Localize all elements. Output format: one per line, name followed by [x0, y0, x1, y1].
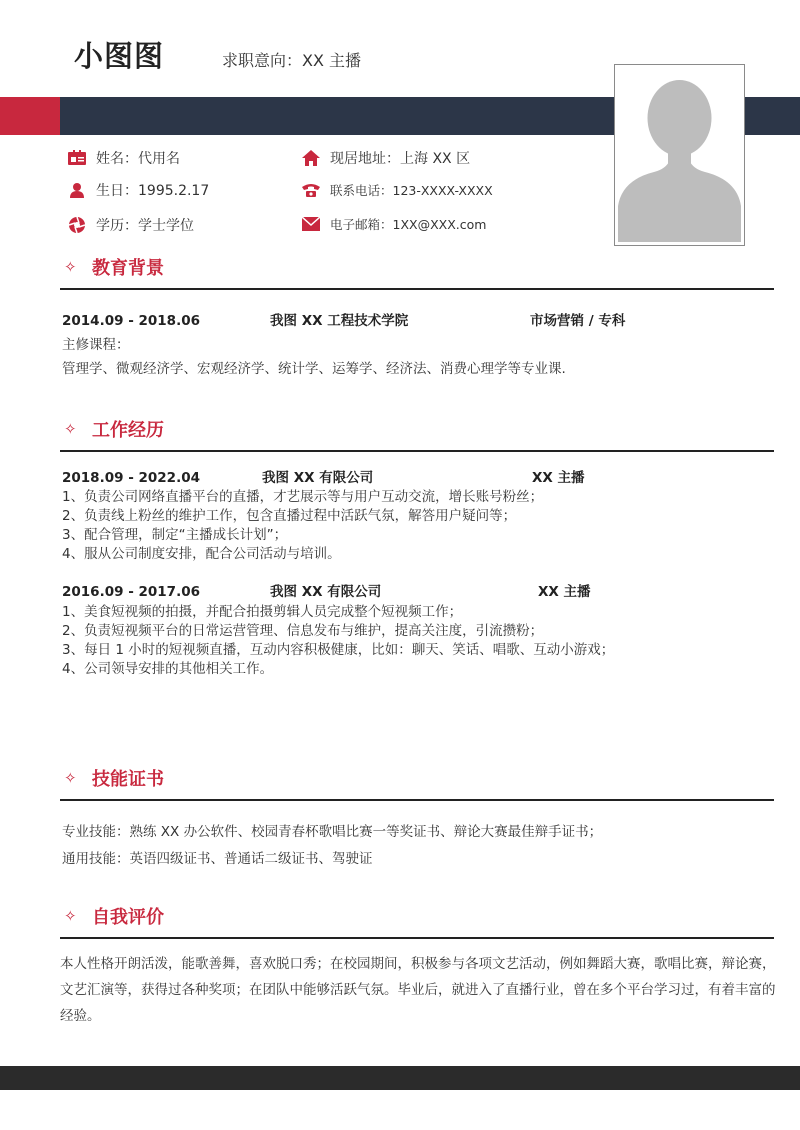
work-role: XX 主播 [532, 470, 585, 486]
work-period: 2018.09 - 2022.04 [62, 470, 200, 486]
info-birthday-text: 生日：1995.2.17 [96, 183, 210, 199]
section-title: 工作经历 [92, 420, 164, 441]
education-major: 市场营销 / 专科 [530, 313, 626, 329]
diamond-star-icon: ✧ [64, 420, 77, 438]
work-role: XX 主播 [538, 584, 591, 600]
work-duty: 2、负责线上粉丝的维护工作，包含直播过程中活跃气氛，解答用户疑问等； [62, 508, 517, 524]
person-icon [66, 181, 88, 199]
telephone-icon [300, 181, 322, 199]
section-education-header [60, 254, 774, 290]
work-company: 我图 XX 有限公司 [262, 470, 374, 486]
job-objective: 求职意向：XX 主播 [222, 51, 362, 70]
profile-photo [614, 64, 745, 246]
info-education [66, 215, 194, 235]
header-accent-bar [0, 97, 60, 135]
work-duty: 1、美食短视频的拍摄，并配合拍摄剪辑人员完成整个短视频工作； [62, 604, 463, 620]
info-phone-text: 联系电话：123-XXXX-XXXX [330, 183, 493, 198]
section-work-header [60, 416, 774, 452]
section-title: 技能证书 [92, 769, 164, 790]
section-skills-header [60, 765, 774, 801]
info-birthday [66, 180, 209, 200]
info-education-text: 学历：学士学位 [96, 218, 194, 234]
id-card-icon [66, 149, 88, 167]
work-duty: 3、每日 1 小时的短视频直播，互动内容积极健康，比如：聊天、笑话、唱歌、互动小游戏； [62, 642, 615, 658]
work-duty: 1、负责公司网络直播平台的直播，才艺展示等与用户互动交流，增长账号粉丝； [62, 489, 544, 505]
home-icon [300, 149, 322, 167]
work-duty: 3、配合管理，制定“主播成长计划”； [62, 527, 288, 543]
courses-list: 管理学、微观经济学、宏观经济学、统计学、运筹学、经济法、消费心理学等专业课. [62, 361, 566, 377]
work-duty: 4、服从公司制度安排，配合公司活动与培训。 [62, 546, 341, 562]
education-period: 2014.09 - 2018.06 [62, 313, 200, 329]
education-school: 我图 XX 工程技术学院 [270, 313, 409, 329]
self-evaluation-text: 本人性格开朗活泼，能歌善舞，喜欢脱口秀；在校园期间，积极参与各项文艺活动，例如舞蹈大赛，歌唱比赛，辩论赛，文艺汇演等，获得过各种奖项；在团队中能够活跃气氛。毕业后，就进入了直播行业，曾在多个平台学习过，有着丰富的经验。 [60, 956, 776, 1024]
avatar-placeholder-icon [618, 68, 741, 242]
info-phone [300, 181, 493, 199]
aperture-icon [66, 216, 88, 234]
skills-general: 通用技能：英语四级证书、普通话二级证书、驾驶证 [62, 851, 373, 867]
info-name-text: 姓名：代用名 [96, 151, 180, 167]
work-company: 我图 XX 有限公司 [270, 584, 382, 600]
work-period: 2016.09 - 2017.06 [62, 584, 200, 600]
info-address-text: 现居地址：上海 XX 区 [330, 151, 471, 167]
envelope-icon [300, 215, 322, 233]
skills-professional: 专业技能：熟练 XX 办公软件、校园青春杯歌唱比赛一等奖证书、辩论大赛最佳辩手证书； [62, 824, 603, 840]
footer-bar [0, 1066, 800, 1090]
section-title: 教育背景 [92, 258, 164, 279]
resume-name: 小图图 [74, 39, 165, 73]
courses-label: 主修课程： [62, 337, 130, 353]
diamond-star-icon: ✧ [64, 907, 77, 925]
diamond-star-icon: ✧ [64, 769, 77, 787]
diamond-star-icon: ✧ [64, 258, 77, 276]
work-duty: 2、负责短视频平台的日常运营管理、信息发布与维护，提高关注度，引流攒粉； [62, 623, 544, 639]
section-self-eval-header [60, 903, 774, 939]
info-address [300, 148, 470, 168]
section-title: 自我评价 [92, 907, 164, 928]
work-duty: 4、公司领导安排的其他相关工作。 [62, 661, 274, 677]
info-email [300, 215, 486, 233]
info-name [66, 148, 180, 168]
info-email-text: 电子邮箱：1XX@XXX.com [330, 217, 487, 232]
